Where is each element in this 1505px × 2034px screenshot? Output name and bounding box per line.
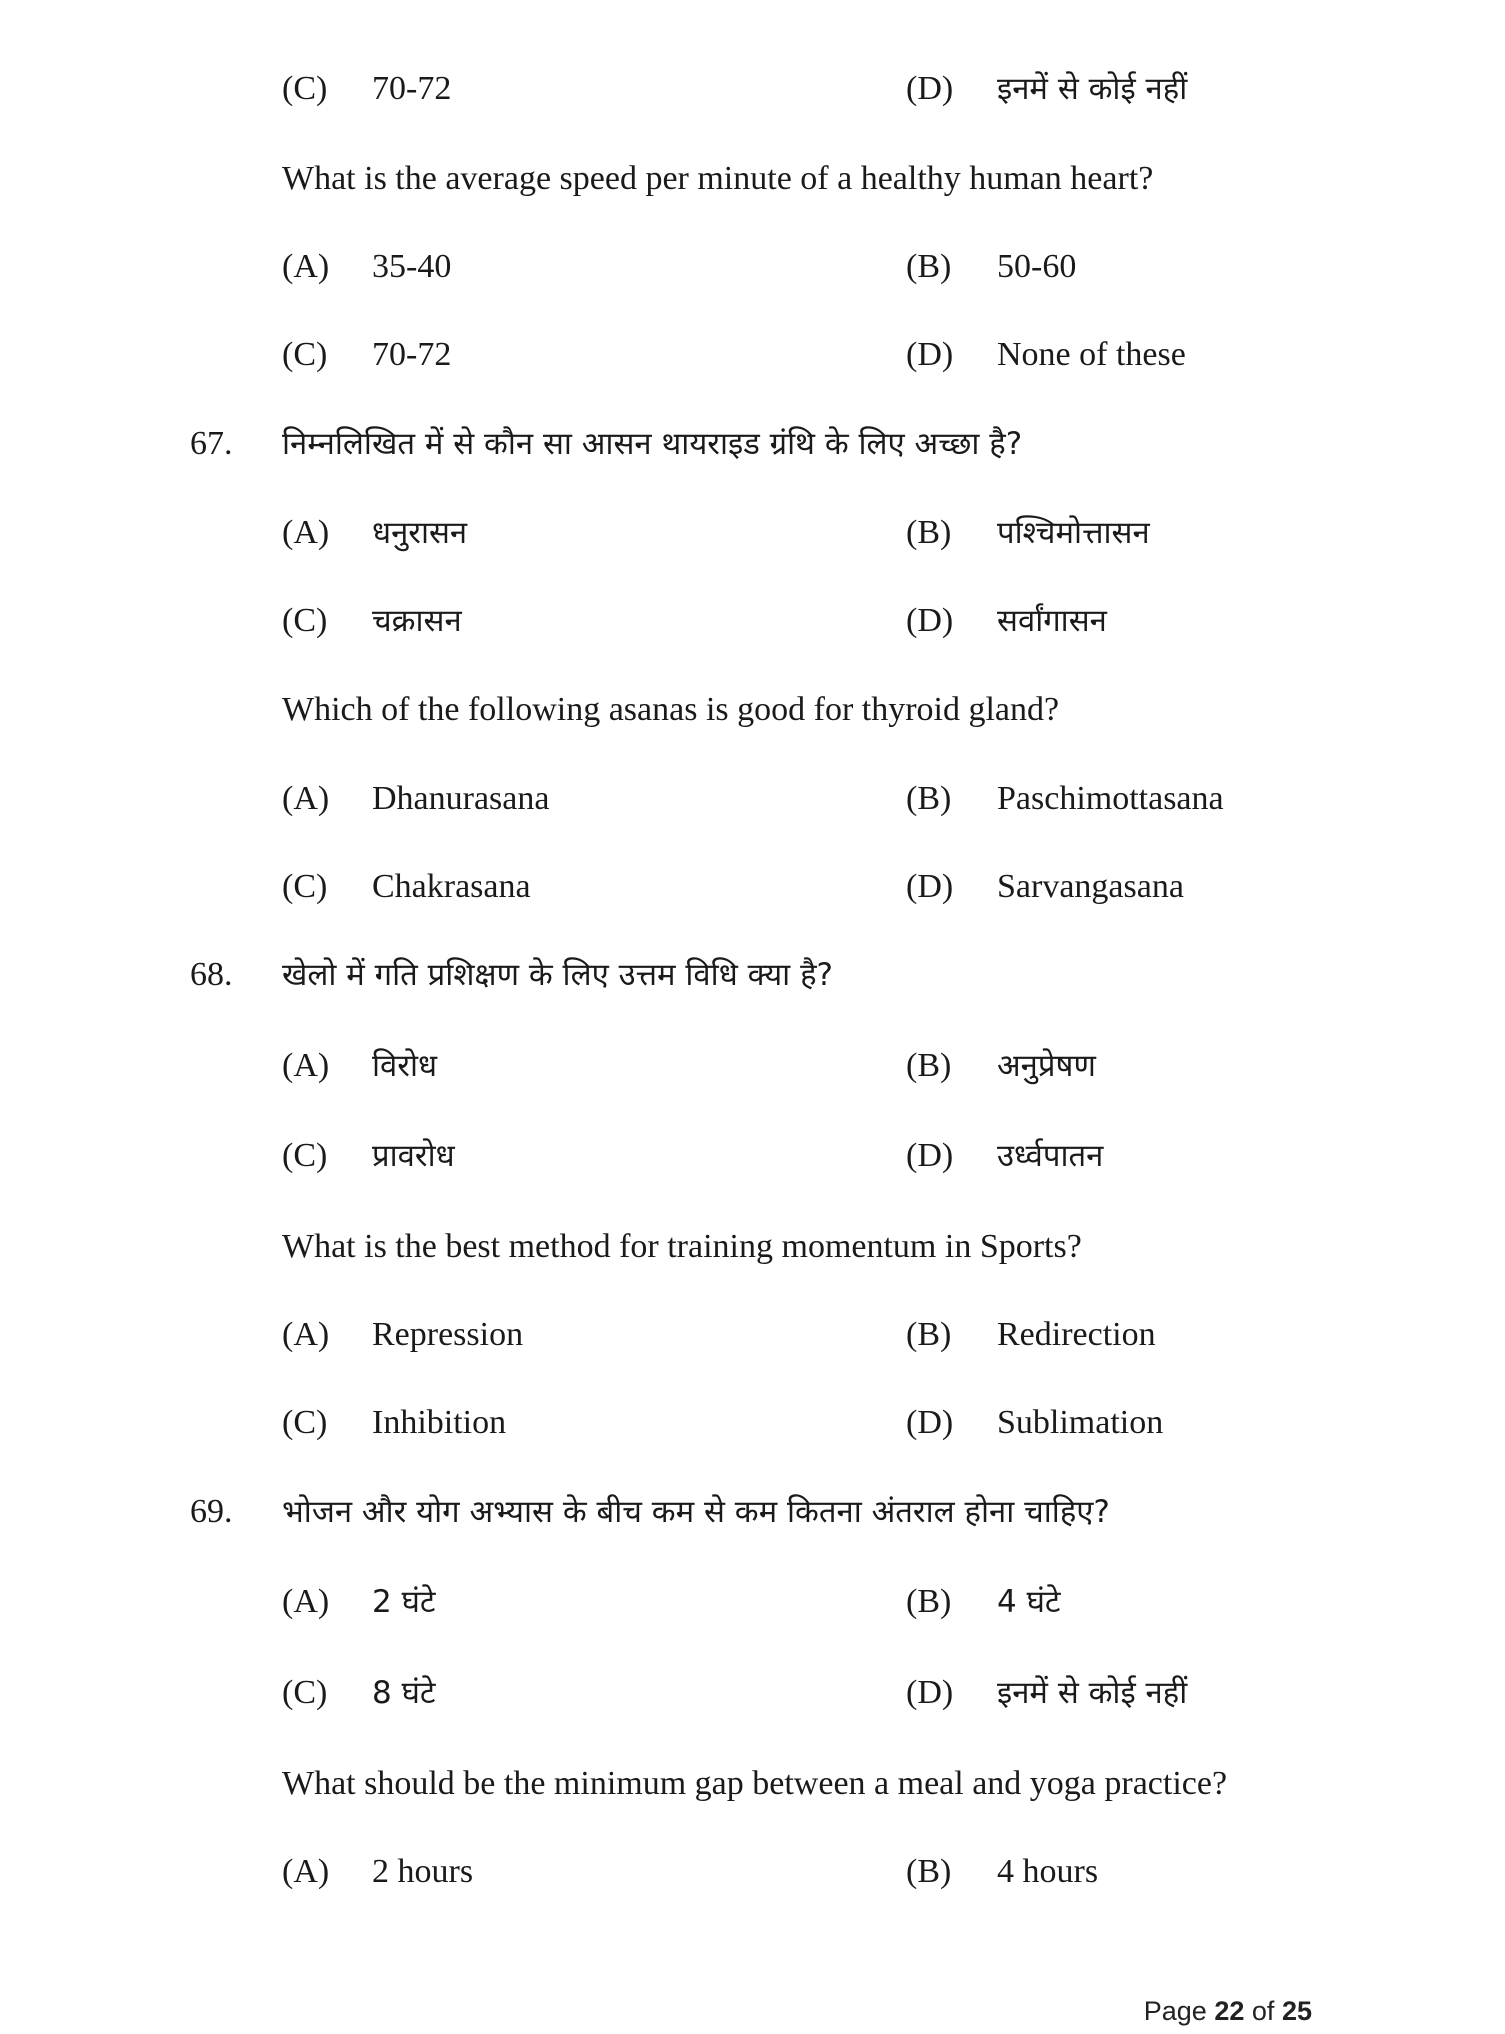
options-row xyxy=(0,503,1505,563)
option-letter: (C) xyxy=(282,1674,328,1711)
question-number: 68. xyxy=(190,956,233,993)
option-text: Redirection xyxy=(997,1316,1156,1353)
option-text: 2 घंटे xyxy=(372,1584,436,1620)
option-letter: (D) xyxy=(906,70,954,107)
options-row xyxy=(0,1842,1505,1902)
options-row xyxy=(0,1305,1505,1365)
question-text: What is the average speed per minute of a healthy human heart? xyxy=(282,160,1154,197)
options-row xyxy=(0,591,1505,651)
page-label: Page xyxy=(1143,1996,1207,2026)
options-row xyxy=(0,1572,1505,1632)
question-row xyxy=(0,1482,1505,1542)
option-letter: (B) xyxy=(906,248,952,285)
option-text: उर्ध्वपातन xyxy=(997,1138,1104,1174)
current-page: 22 xyxy=(1214,1996,1245,2026)
question-row xyxy=(0,1754,1505,1814)
option-text: 2 hours xyxy=(372,1853,474,1890)
option-letter: (C) xyxy=(282,70,328,107)
option-text: None of these xyxy=(997,336,1186,373)
option-text: इनमें से कोई नहीं xyxy=(997,1675,1188,1711)
question-row xyxy=(0,680,1505,740)
option-letter: (C) xyxy=(282,868,328,905)
option-letter: (B) xyxy=(906,514,952,551)
option-letter: (B) xyxy=(906,780,952,817)
option-text: विरोध xyxy=(372,1048,438,1084)
option-text: 70-72 xyxy=(372,336,452,373)
option-text: 70-72 xyxy=(372,70,452,107)
question-text: निम्नलिखित में से कौन सा आसन थायराइड ग्रंथि के लिए अच्छा है? xyxy=(282,426,1023,462)
option-text: 8 घंटे xyxy=(372,1675,436,1711)
option-letter: (B) xyxy=(906,1583,952,1620)
option-text: 4 hours xyxy=(997,1853,1099,1890)
question-text: What should be the minimum gap between a meal and yoga practice? xyxy=(282,1765,1228,1802)
option-letter: (D) xyxy=(906,336,954,373)
option-text: प्रावरोध xyxy=(372,1138,455,1174)
option-letter: (A) xyxy=(282,248,330,285)
option-letter: (B) xyxy=(906,1316,952,1353)
option-letter: (C) xyxy=(282,602,328,639)
question-row xyxy=(0,414,1505,474)
option-text: पश्चिमोत्तासन xyxy=(997,515,1150,551)
option-text: 4 घंटे xyxy=(997,1584,1061,1620)
option-text: Sarvangasana xyxy=(997,868,1184,905)
question-row xyxy=(0,149,1505,209)
option-text: Dhanurasana xyxy=(372,780,550,817)
option-text: Sublimation xyxy=(997,1404,1164,1441)
options-row xyxy=(0,59,1505,119)
option-letter: (A) xyxy=(282,1047,330,1084)
option-text: 35-40 xyxy=(372,248,452,285)
options-row xyxy=(0,1036,1505,1096)
option-text: सर्वांगासन xyxy=(997,603,1107,639)
option-letter: (C) xyxy=(282,1137,328,1174)
option-letter: (A) xyxy=(282,1853,330,1890)
option-letter: (B) xyxy=(906,1047,952,1084)
total-pages: 25 xyxy=(1281,1996,1312,2026)
options-row xyxy=(0,1126,1505,1186)
question-text: खेलो में गति प्रशिक्षण के लिए उत्तम विधि क्या है? xyxy=(282,957,833,993)
options-row xyxy=(0,857,1505,917)
option-letter: (D) xyxy=(906,868,954,905)
options-row xyxy=(0,1663,1505,1723)
option-text: Inhibition xyxy=(372,1404,507,1441)
option-letter: (A) xyxy=(282,1583,330,1620)
page-of-label: of xyxy=(1251,1996,1275,2026)
option-text: धनुरासन xyxy=(372,515,468,551)
question-text: भोजन और योग अभ्यास के बीच कम से कम कितना अंतराल होना चाहिए? xyxy=(282,1494,1110,1530)
page-number-footer xyxy=(1144,1996,1312,2027)
options-row xyxy=(0,325,1505,385)
option-text: चक्रासन xyxy=(372,603,462,639)
question-number: 67. xyxy=(190,425,233,462)
options-row xyxy=(0,1393,1505,1453)
option-letter: (A) xyxy=(282,1316,330,1353)
option-letter: (C) xyxy=(282,1404,328,1441)
option-letter: (A) xyxy=(282,780,330,817)
option-letter: (B) xyxy=(906,1853,952,1890)
option-letter: (D) xyxy=(906,1404,954,1441)
question-row xyxy=(0,945,1505,1005)
option-letter: (C) xyxy=(282,336,328,373)
option-letter: (A) xyxy=(282,514,330,551)
option-text: Repression xyxy=(372,1316,524,1353)
options-row xyxy=(0,237,1505,297)
option-letter: (D) xyxy=(906,602,954,639)
option-letter: (D) xyxy=(906,1674,954,1711)
option-text: Chakrasana xyxy=(372,868,531,905)
question-number: 69. xyxy=(190,1493,233,1530)
question-text: What is the best method for training momentum in Sports? xyxy=(282,1228,1082,1265)
option-letter: (D) xyxy=(906,1137,954,1174)
options-row xyxy=(0,769,1505,829)
option-text: अनुप्रेषण xyxy=(997,1048,1096,1084)
question-text: Which of the following asanas is good for thyroid gland? xyxy=(282,691,1060,728)
question-row xyxy=(0,1217,1505,1277)
option-text: इनमें से कोई नहीं xyxy=(997,71,1188,107)
option-text: Paschimottasana xyxy=(997,780,1224,817)
option-text: 50-60 xyxy=(997,248,1077,285)
